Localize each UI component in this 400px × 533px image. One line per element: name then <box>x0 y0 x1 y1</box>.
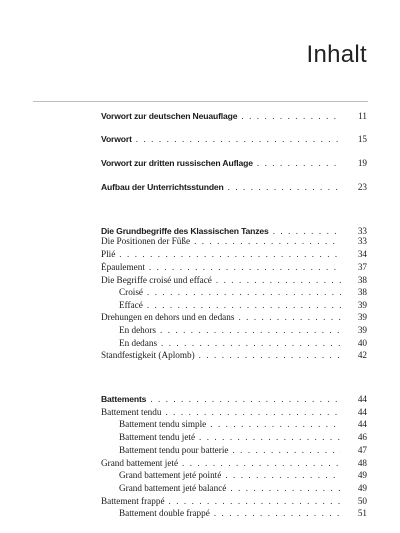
toc-entry-title: Effacé <box>119 300 143 310</box>
toc-entry-title: Die Grundbegriffe des Klassischen Tanzes <box>101 226 269 236</box>
dot-leader <box>238 312 341 322</box>
toc-page-number: 33 <box>357 236 367 246</box>
toc-entry[interactable] <box>101 249 367 262</box>
toc-subentry[interactable] <box>119 287 367 300</box>
toc-page-number: 34 <box>357 249 367 259</box>
toc-page-number: 33 <box>357 226 367 236</box>
toc-entry-title: Battement tendu pour batterie <box>119 445 229 455</box>
toc-entry-title: Battement double frappé <box>119 508 210 518</box>
toc-entry-title: Drehungen en dehors und en dedans <box>101 312 235 322</box>
dot-leader <box>228 182 341 192</box>
toc-page-number: 40 <box>357 338 367 348</box>
toc-page-number: 37 <box>357 262 367 272</box>
toc-section-entry[interactable] <box>101 111 367 124</box>
toc-entry-title: Battement tendu <box>101 407 162 417</box>
toc-page-number: 38 <box>357 287 367 297</box>
toc-entry-title: Grand battement jeté pointé <box>119 470 222 480</box>
toc-page-number: 50 <box>357 496 367 506</box>
toc-page-number: 15 <box>357 134 367 144</box>
toc-entry[interactable] <box>101 312 367 325</box>
toc-section-entry[interactable] <box>101 182 367 195</box>
dot-leader <box>182 458 341 468</box>
toc-page-number: 46 <box>357 432 367 442</box>
toc-entry-title: En dedans <box>119 338 158 348</box>
dot-leader <box>169 496 341 506</box>
dot-leader <box>257 158 341 168</box>
dot-leader <box>199 432 341 442</box>
toc-page-number: 49 <box>357 470 367 480</box>
dot-leader <box>194 236 341 246</box>
toc-page-number: 39 <box>357 325 367 335</box>
toc-entry-title: Battement tendu simple <box>119 419 207 429</box>
toc-page-number: 44 <box>357 394 367 404</box>
dot-leader <box>147 300 341 310</box>
toc-entry[interactable] <box>101 236 367 249</box>
dot-leader <box>165 407 341 417</box>
toc-entry-title: Battement tendu jeté <box>119 432 196 442</box>
toc-entry-title: Vorwort zur deutschen Neuauflage <box>101 111 238 121</box>
dot-leader <box>216 275 341 285</box>
dot-leader <box>273 226 341 236</box>
toc-page-number: 51 <box>357 508 367 518</box>
toc-page-number: 47 <box>357 445 367 455</box>
dot-leader <box>119 249 341 259</box>
toc-subentry[interactable] <box>119 325 367 338</box>
toc-page-number: 49 <box>357 483 367 493</box>
toc-subentry[interactable] <box>119 419 367 432</box>
toc-subentry[interactable] <box>119 508 367 521</box>
dot-leader <box>225 470 341 480</box>
toc-entry-title: Grand battement jeté <box>101 458 179 468</box>
toc-entry-title: Die Begriffe croisé und effacé <box>101 275 212 285</box>
toc-subentry[interactable] <box>119 470 367 483</box>
toc-section-entry[interactable] <box>101 134 367 147</box>
toc-page-number: 39 <box>357 300 367 310</box>
dot-leader <box>149 262 341 272</box>
toc-entry-title: Plié <box>101 249 116 259</box>
toc-entry-title: Standfestigkeit (Aplomb) <box>101 350 195 360</box>
toc-page-number: 39 <box>357 312 367 322</box>
toc-page-number: 23 <box>357 182 367 192</box>
toc-subentry[interactable] <box>119 432 367 445</box>
toc-page-number: 48 <box>357 458 367 468</box>
toc-subentry[interactable] <box>119 483 367 496</box>
toc-page-number: 19 <box>357 158 367 168</box>
toc-entry-title: En dehors <box>119 325 156 335</box>
dot-leader <box>230 483 341 493</box>
toc-page-number: 44 <box>357 407 367 417</box>
toc-entry-title: Battements <box>101 394 147 404</box>
toc-section-entry[interactable] <box>101 394 367 407</box>
toc-entry-title: Die Positionen der Füße <box>101 236 191 246</box>
toc-page-number: 38 <box>357 275 367 285</box>
toc-entry-title: Épaulement <box>101 262 145 272</box>
dot-leader <box>160 325 341 335</box>
toc-page-number: 42 <box>357 350 367 360</box>
toc-page-number: 11 <box>358 111 367 121</box>
dot-leader <box>161 338 341 348</box>
toc-entry-title: Grand battement jeté balancé <box>119 483 227 493</box>
dot-leader <box>210 419 341 429</box>
toc-page-number: 44 <box>357 419 367 429</box>
toc-section-entry[interactable] <box>101 158 367 171</box>
toc-entry-title: Vorwort <box>101 134 132 144</box>
toc-entry[interactable] <box>101 350 367 363</box>
toc-subentry[interactable] <box>119 445 367 458</box>
toc-entry[interactable] <box>101 262 367 275</box>
dot-leader <box>214 508 341 518</box>
dot-leader <box>136 134 341 144</box>
toc-entry-title: Aufbau der Unterrichtsstunden <box>101 182 224 192</box>
dot-leader <box>147 287 341 297</box>
toc-entry-title: Vorwort zur dritten russischen Auflage <box>101 158 253 168</box>
dot-leader <box>232 445 341 455</box>
dot-leader <box>199 350 341 360</box>
toc-entry-title: Battement frappé <box>101 496 165 506</box>
dot-leader <box>241 111 341 121</box>
dot-leader <box>150 394 341 404</box>
page-title: Inhalt <box>306 41 367 68</box>
toc-entry-title: Croisé <box>119 287 143 297</box>
